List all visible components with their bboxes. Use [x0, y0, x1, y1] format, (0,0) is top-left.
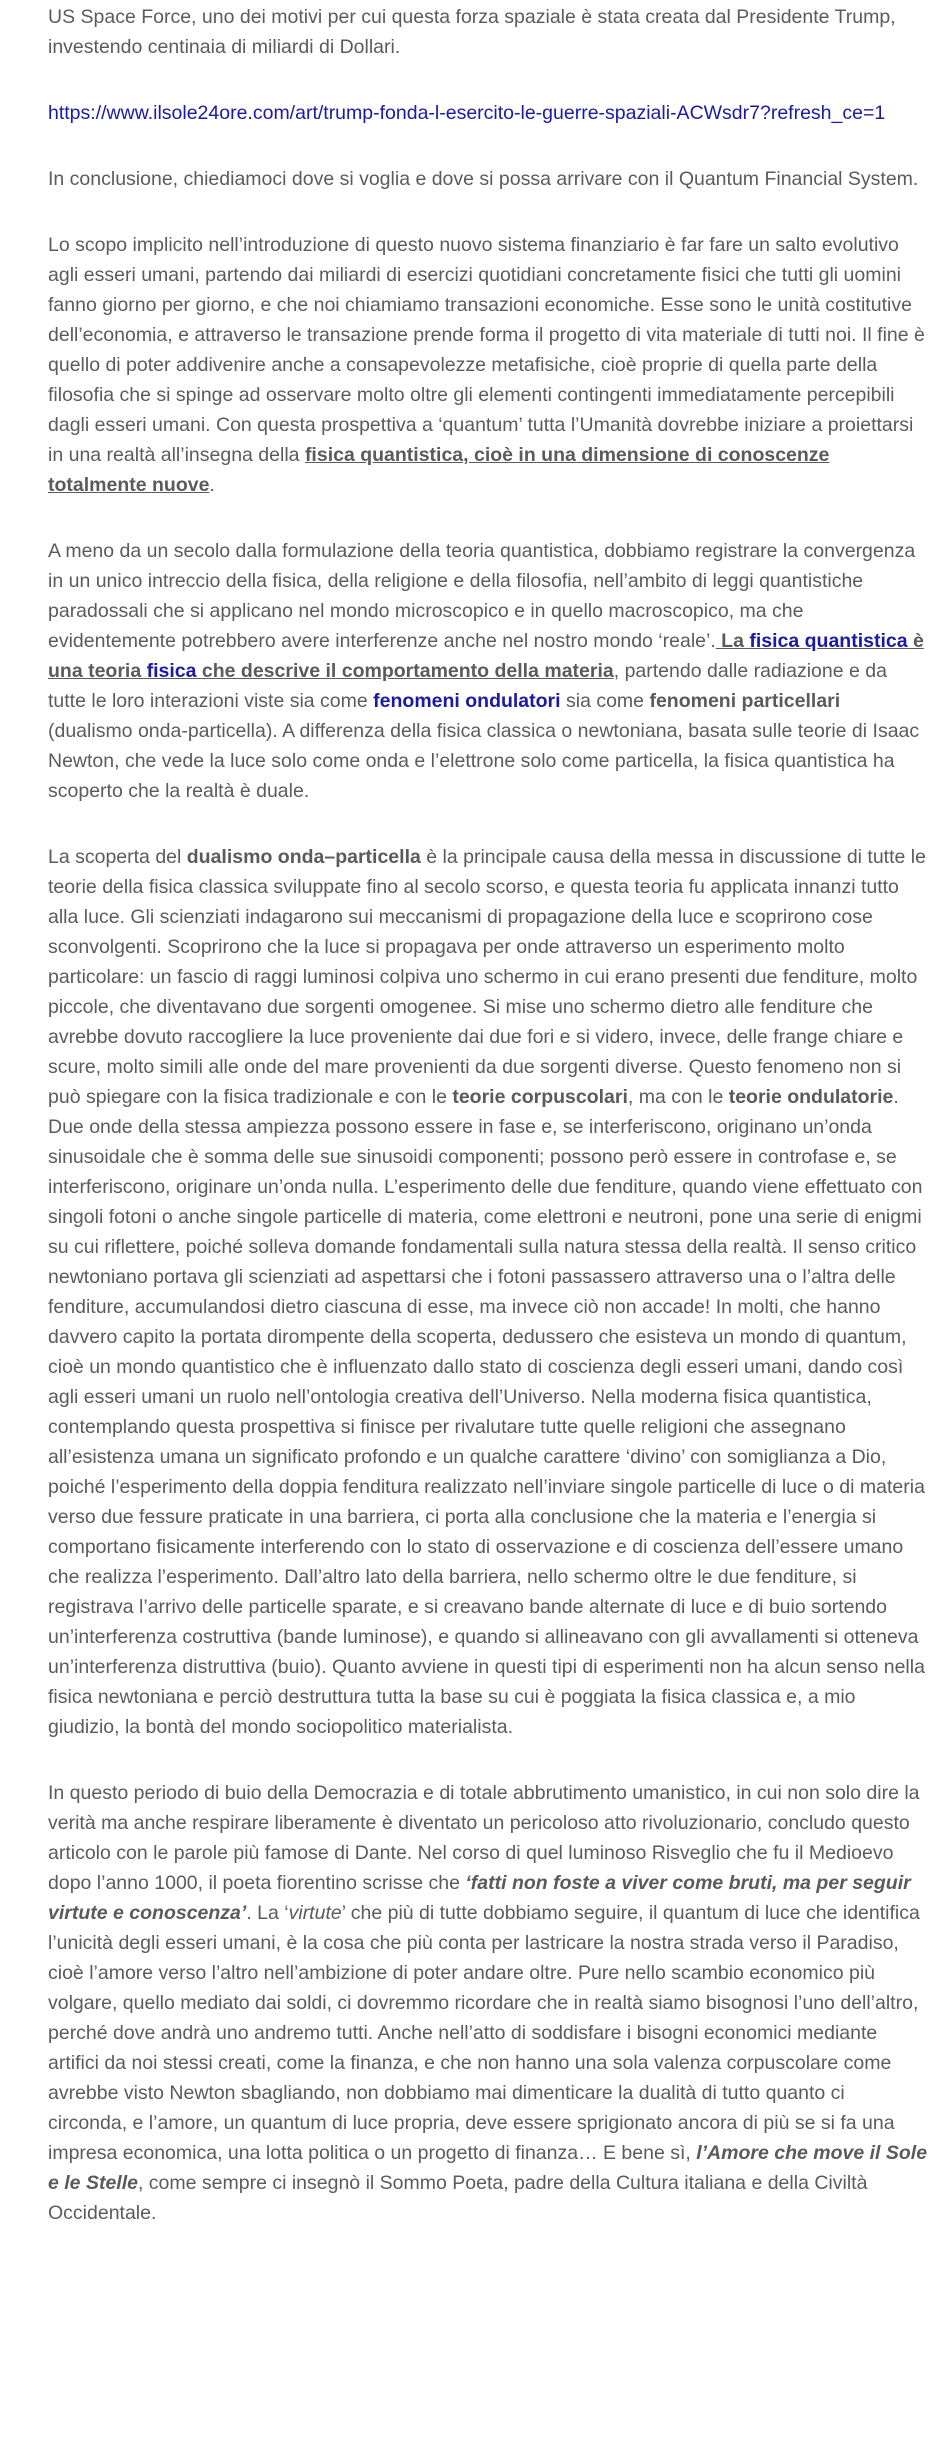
paragraph-source-link — [48, 98, 929, 128]
bold-fenomeni-particellari: fenomeni particellari — [649, 690, 841, 712]
paragraph-text: A meno da un secolo dalla formulazione della teoria quantistica, dobbiamo registrare la convergenza in un unico intreccio della fisica, della religione e della filosofia, nell’ambito di leggi quantistiche paradossali che si applicano nel mondo microscopico e in quello macroscopico, ma che evidentemente potrebbero avere interferenze anche nel nostro mondo ‘reale’. — [48, 540, 916, 652]
definition-text: è una teoria — [48, 630, 924, 682]
paragraph-text: In questo periodo di buio della Democrazia e di totale abbrutimento umanistico, in cui non solo dire la verità ma anche respirare liberamente è diventato un pericoloso atto rivoluzionario, concludo questo articolo con le parole più famose di Dante. Nel corso di quel luminoso Risveglio che fu il Medioevo dopo l’anno 1000, il poeta fiorentino scrisse che — [48, 1782, 920, 1894]
paragraph-text: . La ‘ — [246, 1902, 289, 1924]
fenomeni-ondulatori-link[interactable]: fenomeni ondulatori — [373, 690, 561, 712]
paragraph-text: sia come — [560, 690, 650, 712]
fisica-quantistica-link[interactable]: fisica quantistica — [749, 630, 908, 652]
dante-quote-amore: l’Amore che move il Sole e le Stelle — [48, 2142, 928, 2194]
bold-teorie-ondulatorie: teorie ondulatorie — [728, 1086, 894, 1108]
bold-teorie-corpuscolari: teorie corpuscolari — [452, 1086, 628, 1108]
paragraph-quantum-theory — [48, 536, 929, 806]
paragraph-text: ’ che più di tutte dobbiamo seguire, il quantum di luce che identifica l’unicità degli esseri umani, è la cosa che più conta per lastricare la nostra strada verso il Paradiso, cioè l’amore verso l’altro nell’ambizione di poter andare oltre. Pure nello scambio economico più volgare, quello mediato dai soldi, ci dovremmo ricordare che in realtà siamo bisognosi l’uno dell’altro, perché dove andrà uno andremo tutti. Anche nell’atto di soddisfare i bisogni economici mediante artifici da noi stessi creati, come la finanza, e che non hanno una sola valenza corpuscolare come avrebbe visto Newton sbagliando, non dobbiamo mai dimenticare la dualità di tutto quanto ci circonda, e l’amore, un quantum di luce propria, deve essere sprigionato ancora di più se si fa una impresa economica, una lotta politica o un progetto di finanza… E bene sì, — [48, 1902, 920, 2164]
paragraph-end: . — [209, 474, 215, 496]
paragraph-dante-conclusion — [48, 1778, 929, 2228]
paragraph-conclusion-intro — [48, 164, 929, 194]
definition-text: che descrive il comportamento della materia — [196, 660, 614, 682]
paragraph-space-force — [48, 2, 929, 62]
italic-virtute: virtute — [288, 1902, 342, 1924]
paragraph-text: (dualismo onda-particella). A differenza della fisica classica o newtoniana, basata sulle teorie di Isaac Newton, che vede la luce solo come onda e l’elettrone solo come particella, la fisica quantistica ha scoperto che la realtà è duale. — [48, 720, 920, 802]
ilsole24ore-article-link[interactable]: https://www.ilsole24ore.com/art/trump-fonda-l-esercito-le-guerre-spaziali-ACWsdr7?refresh_ce=1 — [48, 102, 886, 124]
paragraph-quantum-purpose — [48, 230, 929, 500]
paragraph-text: . Due onde della stessa ampiezza possono essere in fase e, se interferiscono, originano un’onda sinusoidale che è somma delle sue sinusoidi componenti; possono però essere in controfase e, se interferiscono, originare un’onda nulla. L’esperimento delle due fenditure, quando viene effettuato con singoli fotoni o anche singole particelle di materia, come elettroni e neutroni, pone una serie di enigmi su cui riflettere, poiché solleva domande fondamentali sulla natura stessa della realtà. Il senso critico newtoniano portava gli scienziati ad aspettarsi che i fotoni passassero attraverso una o l’altra delle fenditure, accumulandosi dietro ciascuna di esse, ma invece ciò non accade! In molti, che hanno davvero capito la portata dirompente della scoperta, dedussero che esisteva un mondo di quantum, cioè un mondo quantistico che è influenzato dallo stato di coscienza degli esseri umani, dando così agli esseri umani un ruolo nell’ontologia creativa dell’Universo. Nella moderna fisica quantistica, contemplando questa prospettiva si finisce per rivalutare tutte quelle religioni che assegnano all’esistenza umana un significato profondo e un qualche carattere ‘divino’ con somiglianza a Dio, poiché l’esperimento della doppia fenditura realizzato nell’inviare singole particelle di luce o di materia verso due fessure praticate in una barriera, ci porta alla conclusione che la materia e l’energia si comportano fisicamente interferendo con lo stato di osservazione e di coscienza dell’essere umano che realizza l’esperimento. Dall’altro lato della barriera, nello schermo oltre le due fenditure, si registrava l’arrivo delle particelle sparate, e si creavano bande alternate di luce e di buio sortendo un’interferenza costruttiva (bande luminose), e quando si allineavano con gli avvallamenti si otteneva un’interferenza distruttiva (buio). Quanto avviene in questi tipi di esperimenti non ha alcun senso nella fisica newtoniana e perciò destruttura tutta la base su cui è poggiata la fisica classica e, a mio giudizio, la bontà del mondo sociopolitico materialista. — [48, 1086, 925, 1738]
paragraph-text: , partendo dalle radiazione e da tutte le loro interazioni viste sia come — [48, 660, 887, 712]
definition-text: La — [715, 630, 750, 652]
fisica-link[interactable]: fisica — [146, 660, 197, 682]
emphasis-quantum-physics: fisica quantistica, cioè in una dimensione di conoscenze totalmente nuove — [48, 444, 830, 496]
dante-quote-virtute: ‘fatti non foste a viver come bruti, ma per seguir virtute e conoscenza’ — [48, 1872, 911, 1924]
paragraph-text: US Space Force, uno dei motivi per cui questa forza spaziale è stata creata dal Presidente Trump, investendo centinaia di miliardi di Dollari. — [48, 6, 896, 58]
paragraph-wave-particle-duality — [48, 842, 929, 1742]
paragraph-text: In conclusione, chiediamoci dove si voglia e dove si possa arrivare con il Quantum Financial System. — [48, 168, 919, 190]
paragraph-text: La scoperta del — [48, 846, 187, 868]
paragraph-text: , ma con le — [627, 1086, 729, 1108]
paragraph-text: , come sempre ci insegnò il Sommo Poeta, padre della Cultura italiana e della Civiltà Occidentale. — [48, 2172, 868, 2224]
paragraph-text: Lo scopo implicito nell’introduzione di questo nuovo sistema finanziario è far fare un salto evolutivo agli esseri umani, partendo dai miliardi di esercizi quotidiani concretamente fisici che tutti gli uomini fanno giorno per giorno, e che noi chiamiamo transazioni economiche. Esse sono le unità costitutive dell’economia, e attraverso le transazione prende forma il progetto di vita materiale di tutti noi. Il fine è quello di poter addivenire anche a consapevolezze metafisiche, cioè proprie di quella parte della filosofia che si spinge ad osservare molto oltre gli elementi contingenti immediatamente percepibili dagli esseri umani. Con questa prospettiva a ‘quantum’ tutta l’Umanità dovrebbe iniziare a proiettarsi in una realtà all’insegna della — [48, 234, 925, 466]
paragraph-text: è la principale causa della messa in discussione di tutte le teorie della fisica classica sviluppate fino al secolo scorso, e questa teoria fu applicata innanzi tutto alla luce. Gli scienziati indagarono sui meccanismi di propagazione della luce e scoprirono cose sconvolgenti. Scoprirono che la luce si propagava per onde attraverso un esperimento molto particolare: un fascio di raggi luminosi colpiva uno schermo in cui erano presenti due fenditure, molto piccole, che diventavano due sorgenti omogenee. Si mise uno schermo dietro alle fenditure che avrebbe dovuto raccogliere la luce proveniente dai due fori e si videro, invece, delle frange chiare e scure, molto simili alle onde del mare provenienti da due sorgenti diverse. Questo fenomeno non si può spiegare con la fisica tradizionale e con le — [48, 846, 926, 1108]
bold-dualismo-onda-particella: dualismo onda–particella — [186, 846, 421, 868]
